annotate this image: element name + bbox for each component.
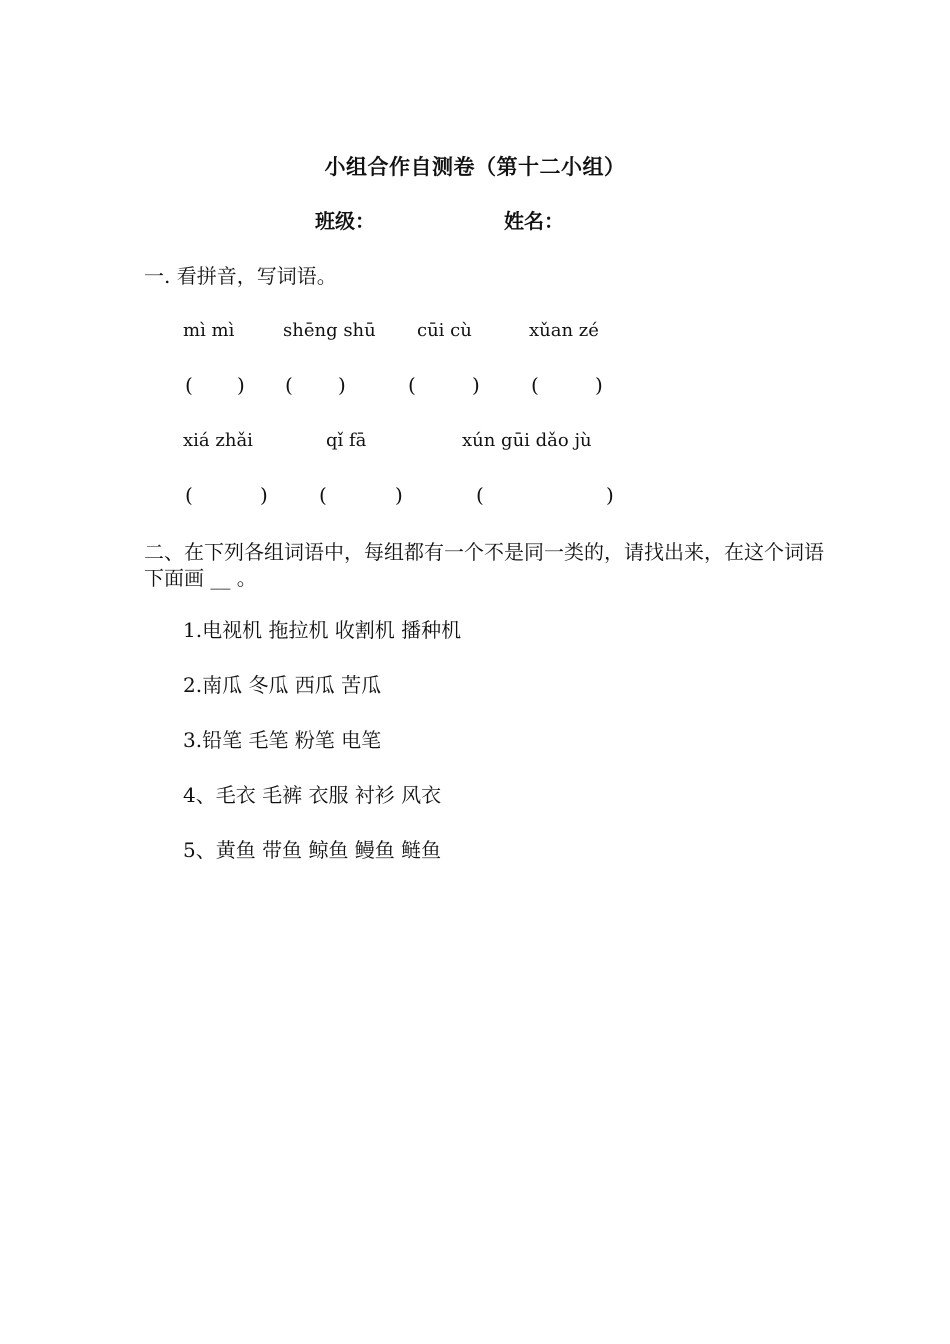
pinyin-1: mì mì bbox=[183, 320, 235, 341]
answer-box-1-close: ) bbox=[237, 373, 245, 397]
word-group-1: 1.电视机 拖拉机 收割机 播种机 bbox=[183, 618, 462, 642]
word-group-2: 2.南瓜 冬瓜 西瓜 苦瓜 bbox=[183, 673, 382, 697]
pinyin-5: xiá zhǎi bbox=[183, 430, 253, 451]
class-label: 班级： bbox=[315, 209, 375, 233]
answer-box-1-open: ( bbox=[185, 373, 193, 397]
section-1-heading: 一. 看拼音，写词语。 bbox=[144, 264, 337, 288]
answer-box-3-close: ) bbox=[472, 373, 480, 397]
pinyin-6: qǐ fā bbox=[326, 430, 367, 451]
section-2-heading: 二、在下列各组词语中，每组都有一个不是同一类的，请找出来，在这个词语下面画 __ 。 bbox=[144, 540, 824, 590]
answer-box-5-open: ( bbox=[185, 483, 193, 507]
page-title: 小组合作自测卷（第十二小组） bbox=[324, 154, 626, 179]
name-label: 姓名： bbox=[504, 209, 564, 233]
word-group-5: 5、黄鱼 带鱼 鲸鱼 鳗鱼 鲢鱼 bbox=[183, 838, 442, 862]
answer-box-6-close: ) bbox=[395, 483, 403, 507]
pinyin-7: xún gūi dǎo jù bbox=[462, 430, 592, 451]
answer-box-7-open: ( bbox=[476, 483, 484, 507]
word-group-4: 4、毛衣 毛裤 衣服 衬衫 风衣 bbox=[183, 783, 442, 807]
answer-box-4-open: ( bbox=[531, 373, 539, 397]
pinyin-3: cūi cù bbox=[417, 320, 472, 341]
answer-box-3-open: ( bbox=[408, 373, 416, 397]
pinyin-4: xǔan zé bbox=[529, 320, 599, 341]
answer-box-5-close: ) bbox=[260, 483, 268, 507]
answer-box-2-close: ) bbox=[338, 373, 346, 397]
answer-box-2-open: ( bbox=[285, 373, 293, 397]
answer-box-6-open: ( bbox=[319, 483, 327, 507]
answer-box-7-close: ) bbox=[606, 483, 614, 507]
pinyin-2: shēng shū bbox=[283, 320, 376, 341]
word-group-3: 3.铅笔 毛笔 粉笔 电笔 bbox=[183, 728, 382, 752]
answer-box-4-close: ) bbox=[595, 373, 603, 397]
